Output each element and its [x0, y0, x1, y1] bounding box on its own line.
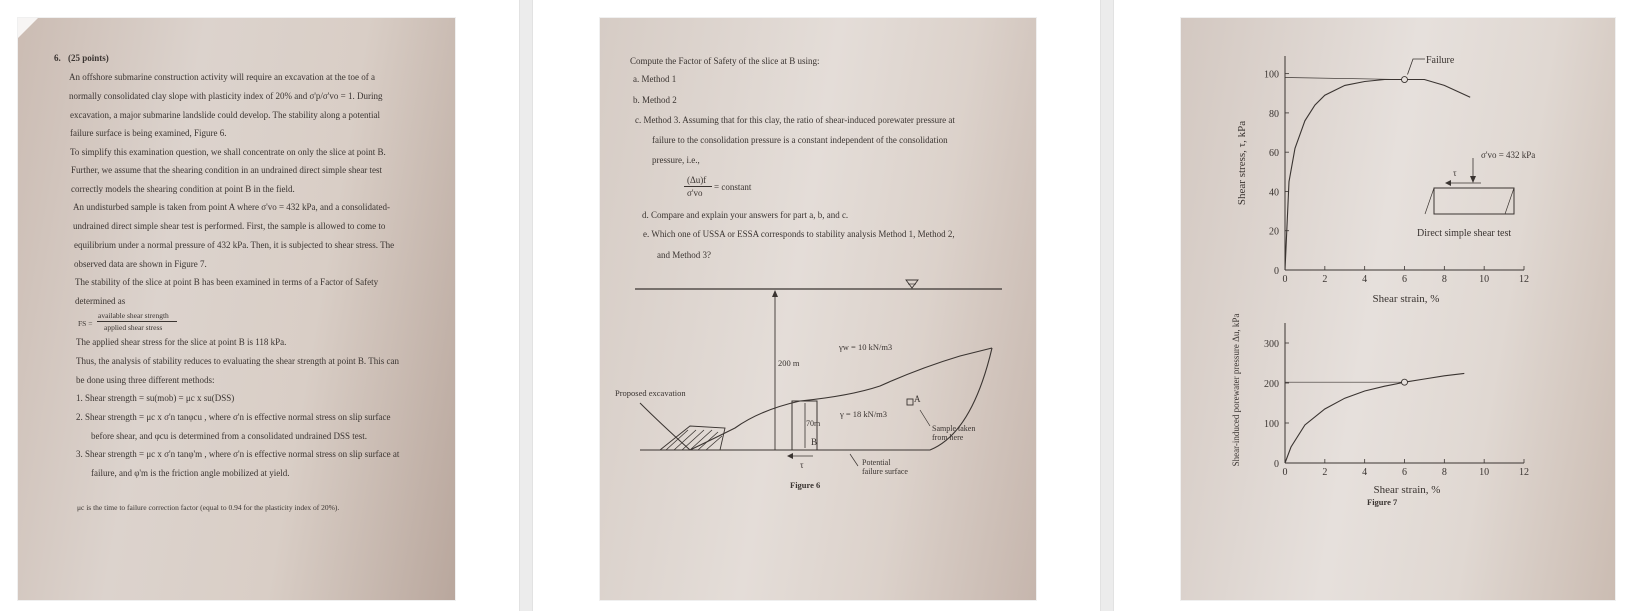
- figure-6: [600, 18, 1036, 600]
- figure-7-caption: Figure 7: [1367, 497, 1398, 507]
- figure-6-caption: Figure 6: [790, 480, 821, 490]
- excavation-outline: [640, 403, 690, 450]
- excavation-hatch: [666, 430, 722, 450]
- slice-height-label: 70m: [806, 419, 821, 428]
- method-line: failure, and φ'm is the friction angle mobilized at yield.: [91, 468, 290, 478]
- x-tick-label: 2: [1322, 274, 1328, 285]
- y-tick-label: 0: [1274, 266, 1279, 277]
- arrow-head: [787, 453, 793, 459]
- item-c-line: failure to the consolidation pressure is a constant independent of the consolidation: [652, 135, 948, 145]
- question-points: (25 points): [68, 53, 109, 63]
- dss-shear-line: [1425, 188, 1434, 214]
- item-a: a. Method 1: [633, 74, 677, 84]
- fs-label: FS =: [78, 319, 93, 328]
- method-line: 3. Shear strength = μc x σ'n tanφ'm , where σ'n is effective normal stress on slip surface at: [76, 449, 400, 459]
- footnote: μc is the time to failure correction factor (equal to 0.94 for the plasticity index of 20%).: [77, 503, 340, 512]
- tau-label: τ: [800, 460, 804, 470]
- series-line-shear-stress: [1285, 80, 1470, 271]
- text-line: The applied shear stress for the slice at point B is 118 kPa.: [76, 337, 287, 347]
- porewater-chart: [1231, 314, 1529, 507]
- gamma-w-label: γw = 10 kN/m3: [839, 342, 893, 352]
- gamma-label: γ = 18 kN/m3: [840, 409, 888, 419]
- item-c-line: pressure, i.e.,: [652, 155, 700, 165]
- x-axis-label: Shear strain, %: [1372, 293, 1440, 305]
- y-tick-label: 100: [1264, 419, 1279, 430]
- normal-stress-label: σ'vo = 432 kPa: [1481, 150, 1536, 160]
- x-tick-label: 0: [1282, 274, 1288, 285]
- text-line: Further, we assume that the shearing condition in an undrained direct simple shear test: [71, 165, 383, 175]
- page-corner: [18, 18, 38, 38]
- text-line: excavation, a major submarine landslide could develop. The stability along a potential: [70, 110, 380, 120]
- text-line: normally consolidated clay slope with plasticity index of 20% and σ'p/σ'vo = 1. During: [69, 91, 383, 101]
- fs-denominator: applied shear stress: [104, 323, 163, 332]
- method-line: before shear, and φcu is determined from a consolidated undrained DSS test.: [91, 431, 368, 441]
- depth-label: 200 m: [778, 358, 800, 368]
- text-line: be done using three different methods:: [76, 375, 215, 385]
- point-b-label: B: [811, 437, 818, 447]
- y-axis-label: Shear stress, τ, kPa: [1236, 120, 1248, 206]
- text-line: The stability of the slice at point B has been examined in terms of a Factor of Safety: [75, 277, 379, 287]
- y-axis-label: Shear-induced porewater pressure Δu, kPa: [1231, 313, 1241, 467]
- point-a-marker: [907, 399, 913, 405]
- ratio-equals: = constant: [714, 182, 752, 192]
- x-tick-label: 8: [1441, 467, 1447, 478]
- text-line: undrained direct simple shear test is performed. First, the sample is allowed to come to: [73, 221, 386, 231]
- page-divider: [1100, 0, 1114, 611]
- dss-label: Direct simple shear test: [1417, 228, 1512, 239]
- text-line: Thus, the analysis of stability reduces to evaluating the shear strength at point B. This can: [76, 356, 400, 366]
- x-tick-label: 10: [1479, 467, 1490, 478]
- question-number: 6.: [54, 53, 61, 63]
- excavation-label: Proposed excavation: [615, 388, 686, 398]
- sample-label: Sample taken: [932, 424, 976, 433]
- item-d: d. Compare and explain your answers for part a, b, and c.: [642, 210, 849, 220]
- failure-point: [1402, 77, 1408, 83]
- page-divider: [519, 0, 533, 611]
- method-line: 2. Shear strength = μc x σ'n tanφcu , where σ'n is effective normal stress on slip surface: [76, 412, 391, 422]
- failure-label: failure surface: [862, 467, 908, 476]
- y-tick-label: 20: [1269, 226, 1279, 238]
- sample-leader: [920, 410, 930, 426]
- page-2-photo: [600, 18, 1036, 600]
- x-tick-label: 6: [1402, 467, 1407, 478]
- item-b: b. Method 2: [633, 95, 677, 105]
- page-1-photo: [18, 18, 455, 600]
- text-line: To simplify this examination question, we shall concentrate on only the slice at point B.: [70, 147, 386, 157]
- failure-label: Failure: [1426, 55, 1455, 66]
- x-tick-label: 6: [1402, 274, 1407, 285]
- x-tick-label: 2: [1322, 467, 1328, 478]
- y-tick-label: 40: [1269, 187, 1279, 199]
- y-tick-label: 200: [1264, 379, 1279, 390]
- x-tick-label: 0: [1282, 467, 1288, 478]
- shear-stress-chart: [1236, 55, 1535, 305]
- fs-numerator: available shear strength: [98, 311, 169, 320]
- x-tick-label: 12: [1519, 274, 1529, 285]
- x-tick-label: 12: [1519, 467, 1529, 478]
- series-line-porewater: [1285, 373, 1464, 463]
- ratio-denominator: σ'vo: [687, 188, 703, 198]
- dss-sample-box: [1434, 188, 1514, 214]
- text-line: determined as: [75, 296, 126, 306]
- sample-label: from here: [932, 433, 964, 442]
- x-tick-label: 8: [1441, 274, 1447, 285]
- text-line: An offshore submarine construction activity will require an excavation at the toe of a: [69, 72, 375, 82]
- dss-shear-line: [1505, 188, 1514, 214]
- x-tick-label: 4: [1362, 467, 1368, 478]
- figure-7: [1181, 18, 1615, 600]
- arrow-head: [772, 290, 778, 297]
- text-line: equilibrium under a normal pressure of 432 kPa. Then, it is subjected to shear stress. The: [74, 240, 395, 250]
- x-tick-label: 4: [1362, 274, 1368, 285]
- text-line: correctly models the shearing condition at point B in the field.: [71, 184, 295, 194]
- x-axis-label: Shear strain, %: [1373, 484, 1441, 496]
- text-line: failure surface is being examined, Figure 6.: [70, 128, 227, 138]
- arrow-head: [1470, 176, 1476, 183]
- text-line: observed data are shown in Figure 7.: [74, 259, 207, 269]
- y-tick-label: 100: [1264, 69, 1279, 81]
- item-c: c. Method 3. Assuming that for this clay, the ratio of shear-induced porewater pressure at: [635, 115, 955, 125]
- failure-point: [1402, 379, 1408, 385]
- intro-text: Compute the Factor of Safety of the slice at B using:: [630, 56, 820, 66]
- failure-label: Potential: [862, 458, 891, 467]
- failure-guide-line: [1285, 78, 1405, 80]
- arrow-head: [1445, 180, 1451, 186]
- y-tick-label: 300: [1264, 339, 1279, 350]
- x-tick-label: 10: [1479, 274, 1490, 285]
- item-e: e. Which one of USSA or ESSA corresponds to stability analysis Method 1, Method 2,: [643, 229, 955, 239]
- failure-arrow: [1408, 59, 1426, 75]
- y-tick-label: 0: [1274, 459, 1279, 470]
- item-e-line: and Method 3?: [657, 250, 711, 260]
- ratio-numerator: (Δu)f: [687, 175, 707, 185]
- failure-leader: [850, 454, 858, 466]
- tau-symbol: τ: [1453, 168, 1457, 178]
- method-line: 1. Shear strength = su(mob) = μc x su(DSS): [76, 393, 235, 403]
- page-3-photo: [1181, 18, 1615, 600]
- point-a-label: A: [914, 394, 921, 404]
- y-tick-label: 80: [1269, 108, 1279, 120]
- y-tick-label: 60: [1269, 148, 1279, 160]
- text-line: An undisturbed sample is taken from point A where σ'vo = 432 kPa, and a consolidated-: [73, 202, 390, 212]
